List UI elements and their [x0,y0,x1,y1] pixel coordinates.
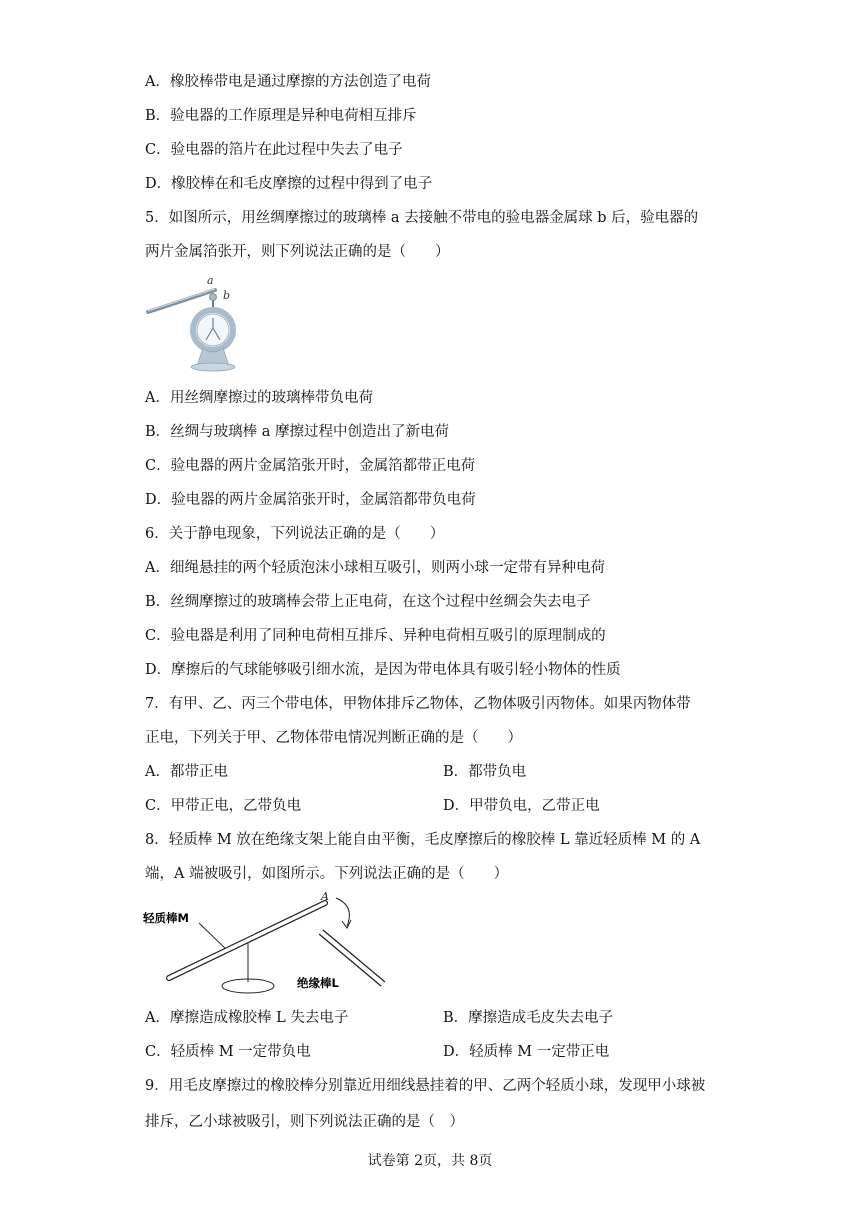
q8-stem-line1: 8．轻质棒 M 放在绝缘支架上能自由平衡，毛皮摩擦后的橡胶棒 L 靠近轻质棒 M 的 A [145,832,701,848]
q7-option-a: A．都带正电 [145,764,228,780]
q7-option-c: C．甲带正电，乙带负电 [145,798,302,814]
q6-option-b: B．丝绸摩擦过的玻璃棒会带上正电荷，在这个过程中丝绸会失去电子 [145,594,591,610]
q8-option-a: A．摩擦造成橡胶棒 L 失去电子 [145,1010,349,1026]
q5-stem-line2: 两片金属箔张开，则下列说法正确的是（ ） [145,244,450,260]
q8-option-b: B．摩擦造成毛皮失去电子 [443,1010,614,1026]
q5-option-a: A．用丝绸摩擦过的玻璃棒带负电荷 [145,390,373,406]
q8-stem-line2: 端，A 端被吸引，如图所示。下列说法正确的是（ ） [145,866,509,882]
label-insulating-rod-l: 绝缘棒L [297,976,339,990]
light-rod-m-inner [169,903,325,978]
q5-option-b: B．丝绸与玻璃棒 a 摩擦过程中创造出了新电荷 [145,424,450,440]
q6-stem: 6．关于静电现象，下列说法正确的是（ ） [145,526,445,542]
label-a: a [207,274,214,287]
q8-option-c: C．轻质棒 M 一定带负电 [145,1044,311,1060]
electroscope-base [191,363,235,371]
q5-stem-line1: 5．如图所示，用丝绸摩擦过的玻璃棒 a 去接触不带电的验电器金属球 b 后，验电器的 [145,210,699,226]
label-b: b [223,289,231,302]
q7-stem-line2: 正电，下列关于甲、乙物体带电情况判断正确的是（ ） [145,730,522,746]
q6-option-c: C．验电器是利用了同种电荷相互排斥、异种电荷相互吸引的原理制成的 [145,628,606,644]
electroscope-figure [143,272,253,374]
page-footer: 试卷第 2页，共 8页 [367,1153,493,1169]
label-end-a: A [321,890,329,903]
q4-option-b: B．验电器的工作原理是异种电荷相互排斥 [145,108,417,124]
glass-rod-highlight [148,289,215,311]
q6-option-a: A．细绳悬挂的两个轻质泡沫小球相互吸引，则两小球一定带有异种电荷 [145,560,605,576]
q9-stem-line2: 排斥，乙小球被吸引，则下列说法正确的是（ ） [145,1114,464,1130]
q6-option-d: D．摩擦后的气球能够吸引细水流，是因为带电体具有吸引轻小物体的性质 [145,662,621,678]
q8-option-d: D．轻质棒 M 一定带正电 [443,1044,610,1060]
label-light-rod-m: 轻质棒M [143,911,189,925]
q4-option-a: A．橡胶棒带电是通过摩擦的方法创造了电荷 [145,74,431,90]
q7-option-b: B．都带负电 [443,764,527,780]
metal-ball [210,294,217,301]
arrow-head [342,920,351,928]
q7-stem-line1: 7．有甲、乙、丙三个带电体，甲物体排斥乙物体，乙物体吸引丙物体。如果丙物体带 [145,696,691,712]
rod-attraction-figure [143,890,403,998]
q5-option-c: C．验电器的两片金属箔张开时，金属箔都带正电荷 [145,458,476,474]
leader-line [199,923,229,952]
q5-option-d: D．验电器的两片金属箔张开时，金属箔都带负电荷 [145,492,476,508]
q4-option-c: C．验电器的箔片在此过程中失去了电子 [145,142,403,158]
q9-stem-line1: 9．用毛皮摩擦过的橡胶棒分别靠近用细线悬挂着的甲、乙两个轻质小球，发现甲小球被 [145,1078,706,1094]
q4-option-d: D．橡胶棒在和毛皮摩擦的过程中得到了电子 [145,176,433,192]
q7-option-d: D．甲带负电，乙带正电 [443,798,600,814]
